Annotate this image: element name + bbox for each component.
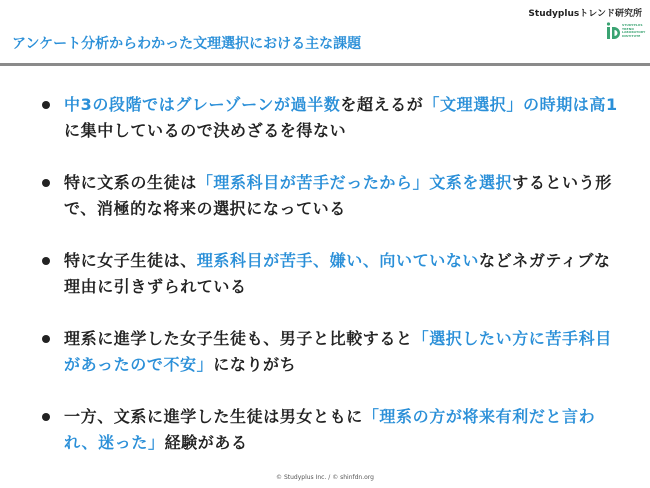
bullet-text: するという形で、消極的な将来の選択になっている: [64, 173, 612, 218]
highlight-text: 理系科目が苦手、嫌い、向いていない: [196, 251, 480, 270]
highlight-text: 「文理選択」の時期は高1: [423, 95, 618, 114]
header-divider: [0, 63, 650, 66]
bullet-text: を超えるが: [340, 95, 424, 114]
logo-line: LABORATORY: [622, 30, 646, 35]
logo-line: STUDYPLUS: [622, 23, 643, 27]
bullet-text: に集中しているので決めざるを得ない: [64, 121, 347, 140]
logo-wordmark: [622, 24, 645, 38]
bullet-text: 特に文系の生徒は: [64, 173, 197, 192]
highlight-text: 「選択したい方に苦手科目があったので不安」: [64, 329, 612, 374]
bullet-text: 特に女子生徒は、: [64, 251, 197, 270]
issue-bullet: [40, 404, 620, 456]
slide-title: アンケート分析からわかった文理選択における主な課題: [12, 36, 362, 52]
highlight-text: 中3の段階ではグレーゾーンが過半数: [64, 95, 341, 114]
highlight-text: 「理系科目が苦手だったから」文系を選択: [196, 173, 513, 192]
bullet-text: などネガティブな理由に引きずられている: [64, 251, 611, 296]
bullet-text: 一方、文系に進学した生徒は男女ともに: [64, 407, 363, 426]
highlight-text: 「理系の方が将来有利だと言われ、迷った」: [64, 407, 596, 452]
issue-bullet: [40, 248, 620, 300]
bullet-text: になりがち: [213, 355, 297, 374]
bullet-text: 理系に進学した女子生徒も、男子と比較すると: [64, 329, 413, 348]
bullet-text: 経験がある: [164, 433, 248, 452]
issue-bullet: [40, 92, 620, 144]
footer-copyright: © Studyplus Inc. / © shinfdn.org: [276, 474, 374, 481]
issue-bullet: [40, 170, 620, 222]
logo-line: INSTITUTE: [622, 33, 641, 38]
logo-mark-icon: [606, 22, 620, 40]
logo-line: TREND: [622, 26, 634, 31]
issue-bullet: [40, 326, 620, 378]
logo: [606, 22, 646, 46]
issue-list: [40, 92, 620, 482]
org-label: Studyplusトレンド研究所: [528, 9, 642, 19]
